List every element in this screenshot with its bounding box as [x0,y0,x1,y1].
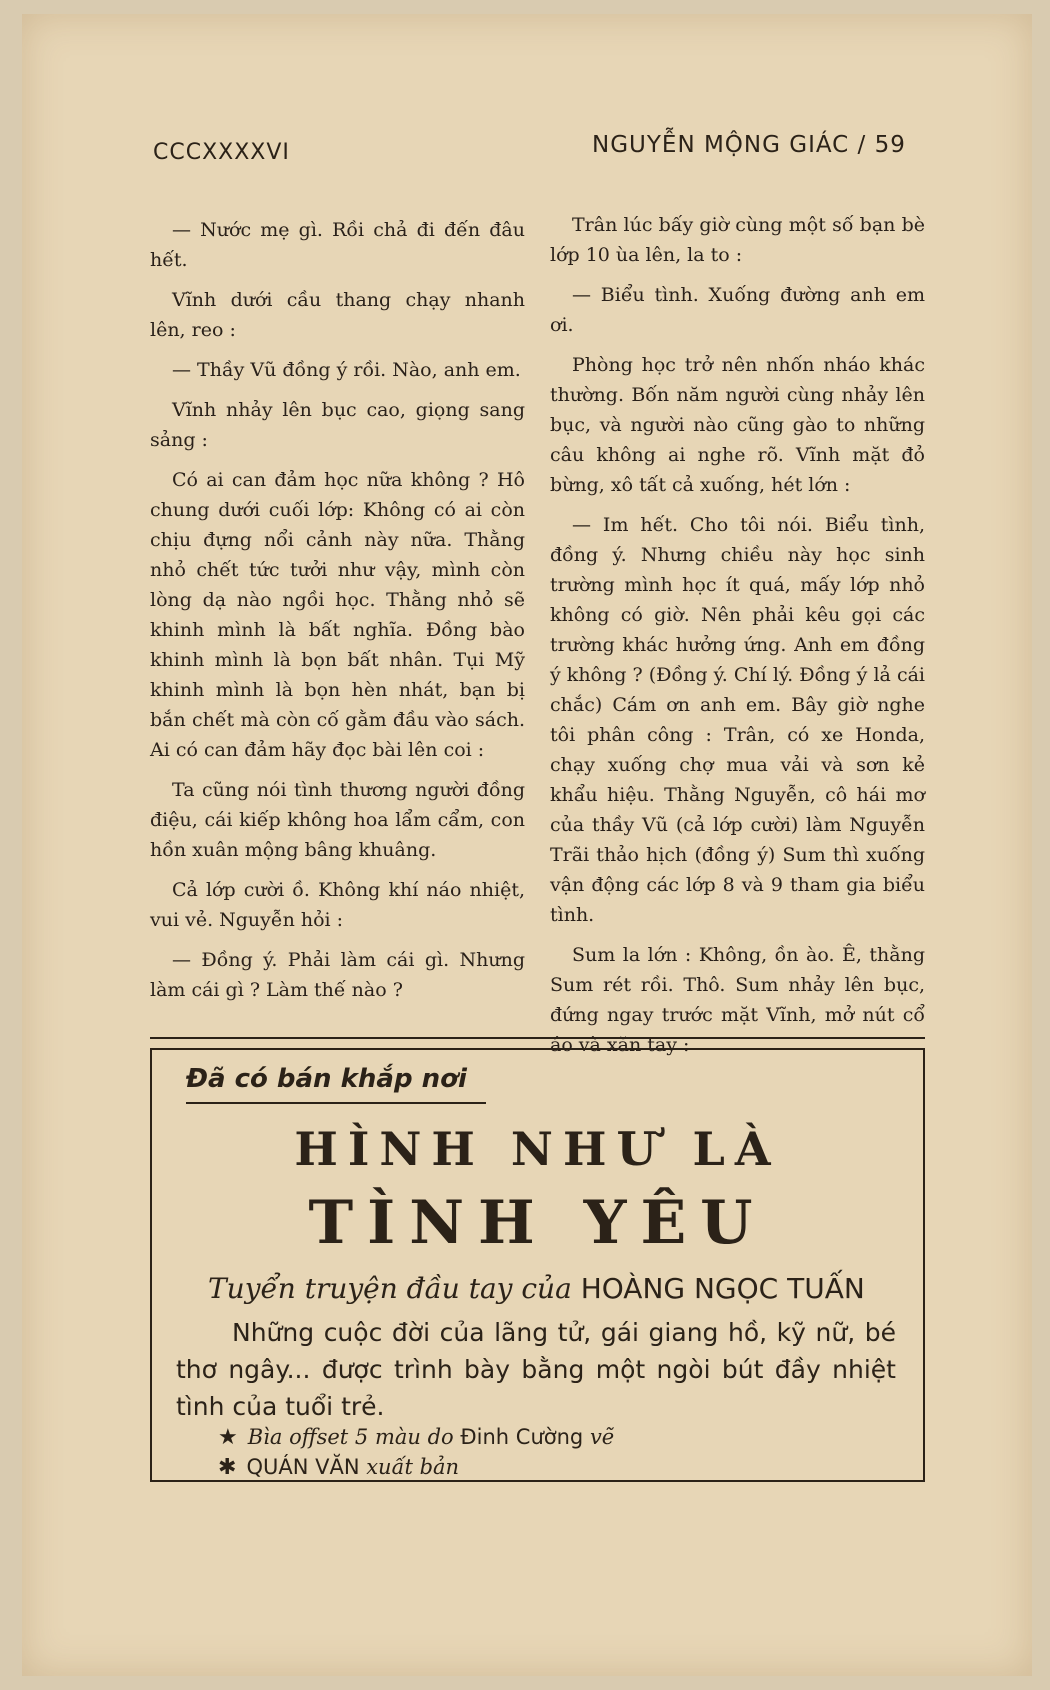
ad-publisher-name: QUÁN VĂN [246,1455,360,1479]
paragraph: Trân lúc bấy giờ cùng một số bạn bè lớp 10 ùa lên, la to : [550,214,925,266]
paragraph: — Thầy Vũ đồng ý rồi. Nào, anh em. [172,359,521,381]
paragraph: — Đồng ý. Phải làm cái gì. Nhưng làm cái gì ? Làm thế nào ? [150,949,525,1001]
paragraph: Vĩnh dưới cầu thang chạy nhanh lên, reo : [150,289,525,341]
ad-cover-artist: Đinh Cường [460,1425,584,1449]
star-icon: ★ [218,1425,238,1450]
ad-credit-publisher [218,1455,459,1480]
ad-subtitle [208,1272,865,1305]
ad-author: HOÀNG NGỌC TUẤN [580,1272,865,1305]
ad-subtitle-text: Tuyển truyện đầu tay của [208,1272,572,1305]
poem-paragraph: Ta cũng nói tình thương người đồng điệu, cái kiếp không hoa lẩm cẩm, con hồn xuân mộng bâng khuâng. [150,779,525,861]
paragraph: Sum la lớn : Không, ồn ào. Ê, thằng Sum rét rồi. Thô. Sum nhảy lên bục, đứng ngay trước mặt Vĩnh, mở nút cổ áo và xăn tay : [550,944,925,1056]
book-advertisement [150,1048,925,1482]
ad-credit-cover [218,1425,614,1450]
ad-tagline: Đã có bán khắp nơi [186,1064,486,1104]
asterisk-icon: ✱ [218,1455,237,1480]
page-header-left: CCCXXXXVI [153,140,290,165]
paragraph: — Im hết. Cho tôi nói. Biểu tình, đồng ý. Nhưng chiều này học sinh trường mình học ít quá, mấy lớp nhỏ không có giờ. Nên phải kêu gọi các trường khác hưởng ứng. Anh em đồng ý không ? (Đồng ý. Chí lý. Đồng ý lả cái chắc) Cám ơn anh em. Bây giờ nghe tôi phân công : Trân, có xe Honda, chạy xuống chợ mua vải và sơn kẻ khẩu hiệu. Thằng Nguyễn, cô hái mơ của thầy Vũ (cả lớp cười) làm Nguyễn Trãi thảo hịch (đồng ý) Sum thì xuống vận động các lớp 8 và 9 tham gia biểu tình. [550,514,925,926]
page-header-right: NGUYỄN MỘNG GIÁC / 59 [592,132,906,158]
ad-cover-suffix: vẽ [589,1425,615,1449]
left-text-column [150,215,525,1015]
paragraph: Có ai can đảm học nữa không ? Hô chung dưới cuối lớp: Không có ai còn chịu đựng nổi cảnh này nữa. Thằng nhỏ chết tức tưởi như vậy, mình còn lòng dạ nào ngồi học. Thằng nhỏ sẽ khinh mình là bất nghĩa. Đồng bào khinh mình là bọn bất nhân. Tụi Mỹ khinh mình là bọn hèn nhát, bạn bị bắn chết mà còn cố gằm đầu vào sách. Ai có can đảm hãy đọc bài lên coi : [150,469,525,761]
ad-description: Những cuộc đời của lãng tử, gái giang hồ, kỹ nữ, bé thơ ngây... được trình bày bằng một ngòi bút đầy nhiệt tình của tuổi trẻ. [176,1318,896,1421]
paragraph: — Biểu tình. Xuống đường anh em ơi. [550,284,925,336]
paragraph: — Nước mẹ gì. Rồi chả đi đến đâu hết. [150,219,525,271]
paragraph: Phòng học trở nên nhốn nháo khác thường. Bốn năm người cùng nhảy lên bục, và người nào cũng gào to những câu không ai nghe rõ. Vĩnh mặt đỏ bừng, xô tất cả xuống, hét lớn : [550,354,925,496]
ad-title-line1: HÌNH NHƯ LÀ [294,1122,781,1176]
paragraph: Cả lớp cười ồ. Không khí náo nhiệt, vui vẻ. Nguyễn hỏi : [150,879,525,931]
divider [150,1037,925,1039]
right-text-column [550,210,925,1070]
ad-cover-text: Bìa offset 5 màu do [247,1425,454,1449]
ad-title-line2: TÌNH YÊU [308,1188,767,1258]
ad-publisher-suffix: xuất bản [366,1455,460,1479]
paragraph: Vĩnh nhảy lên bục cao, giọng sang sảng : [150,399,525,451]
